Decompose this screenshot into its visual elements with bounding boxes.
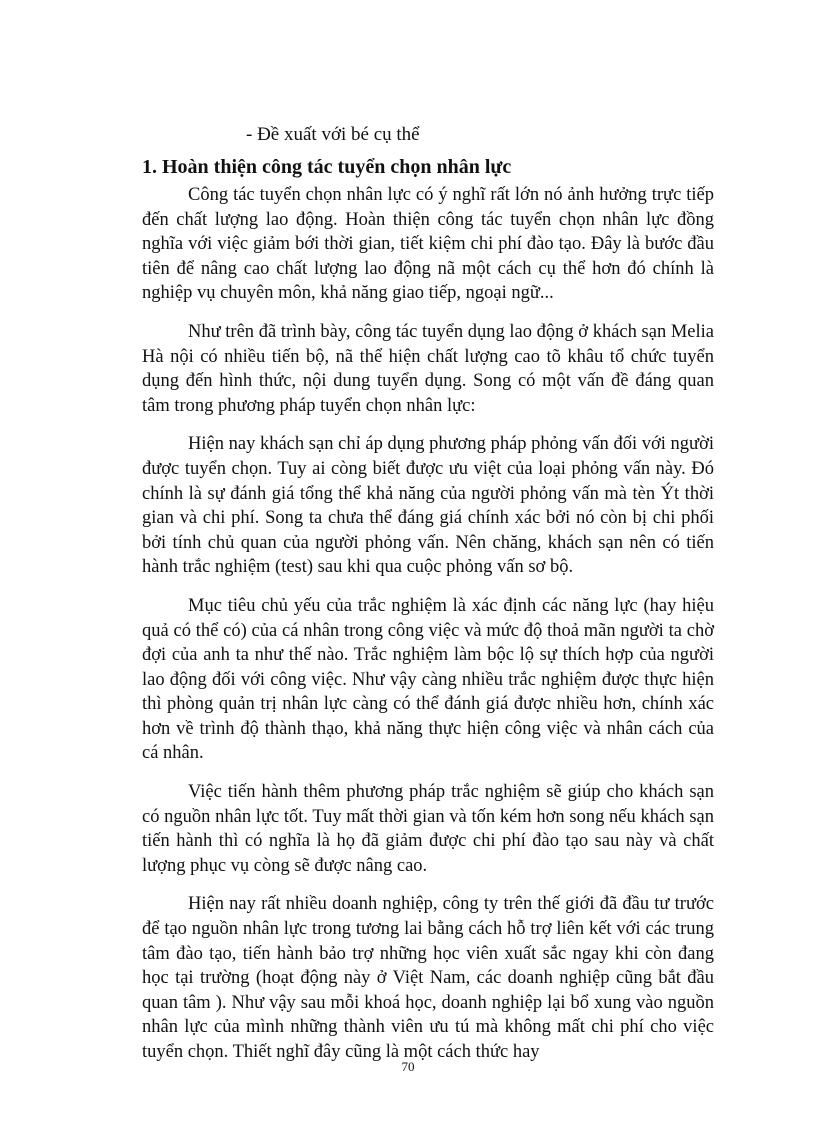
paragraph-2: Như trên đã trình bày, công tác tuyển dụng lao động ở khách sạn Melia Hà nội có nhiều tiến bộ, nã thể hiện chất lượng cao tõ khâu tổ chức tuyển dụng đến hình thức, nội dung tuyển dụng. Song có một vấn đề đáng quan tâm trong phương pháp tuyển chọn nhân lực: bbox=[142, 321, 714, 416]
paragraph-4: Mục tiêu chủ yếu của trắc nghiệm là xác định các năng lực (hay hiệu quả có thể có) của cá nhân trong công việc và mức độ thoả mãn người ta chờ đợi của anh ta như thế nào. Trắc nghiệm làm bộc lộ sự thích hợp của người lao động đối với công việc. Như vậy càng nhiều trắc nghiệm được thực hiện thì phòng quản trị nhân lực càng có thể đánh giá được nhiều hơn, chính xác hơn về trình độ thành thạo, khả năng thực hiện công việc và nhân cách của cá nhân. bbox=[142, 595, 714, 764]
paragraph-5: Việc tiến hành thêm phương pháp trắc nghiệm sẽ giúp cho khách sạn có nguồn nhân lực tốt. Tuy mất thời gian và tốn kém hơn song nếu khách sạn tiến hành thì có nghĩa là họ đã giảm được chi phí đào tạo sau này và chất lượng phục vụ còng sẽ được nâng cao. bbox=[142, 782, 714, 876]
page-number: 70 bbox=[401, 1059, 415, 1074]
subtitle-line: - Đề xuất với bé cụ thể bbox=[246, 124, 420, 145]
section-heading: 1. Hoàn thiện công tác tuyển chọn nhân lực bbox=[142, 156, 512, 178]
paragraph-3: Hiện nay khách sạn chỉ áp dụng phương pháp phỏng vấn đối với người được tuyển chọn. Tuy ai còng biết được ưu việt của loại phỏng vấn này. Đó chính là sự đánh giá tổng thể khả năng của người phỏng vấn mà tèn Ýt thời gian và chi phí. Song ta chưa thể đáng giá chính xác bởi nó còn bị chi phối bởi tính chủ quan của người phỏng vấn. Nên chăng, khách sạn nên có tiến hành trắc nghiệm (test) sau khi qua cuộc phỏng vấn sơ bộ. bbox=[142, 434, 714, 578]
paragraph-1: Công tác tuyển chọn nhân lực có ý nghĩ rất lớn nó ảnh hưởng trực tiếp đến chất lượng lao động. Hoàn thiện công tác tuyển chọn nhân lực đồng nghĩa với việc giảm bới thời gian, tiết kiệm chi phí đào tạo. Đây là bước đầu tiên để nâng cao chất lượng lao động nã một cách cụ thể hơn đó chính là nghiệp vụ chuyên môn, khả năng giao tiếp, ngoại ngữ... bbox=[142, 185, 714, 304]
paragraph-6: Hiện nay rất nhiều doanh nghiệp, công ty trên thế giới đã đầu tư trước để tạo nguồn nhân lực trong tương lai bằng cách hỗ trợ liên kết với các trung tâm đào tạo, tiến hành bảo trợ những học viên xuất sắc ngay khi còn đang học tại trường (hoạt động này ở Việt Nam, các doanh nghiệp cũng bắt đầu quan tâm ). Như vậy sau mỗi khoá học, doanh nghiệp lại bổ xung vào nguồn nhân lực của mình những thành viên ưu tú mà không mất chi phí cho việc tuyển chọn. Thiết nghĩ đây cũng là một cách thức hay bbox=[142, 894, 714, 1062]
body-text bbox=[142, 183, 714, 1079]
